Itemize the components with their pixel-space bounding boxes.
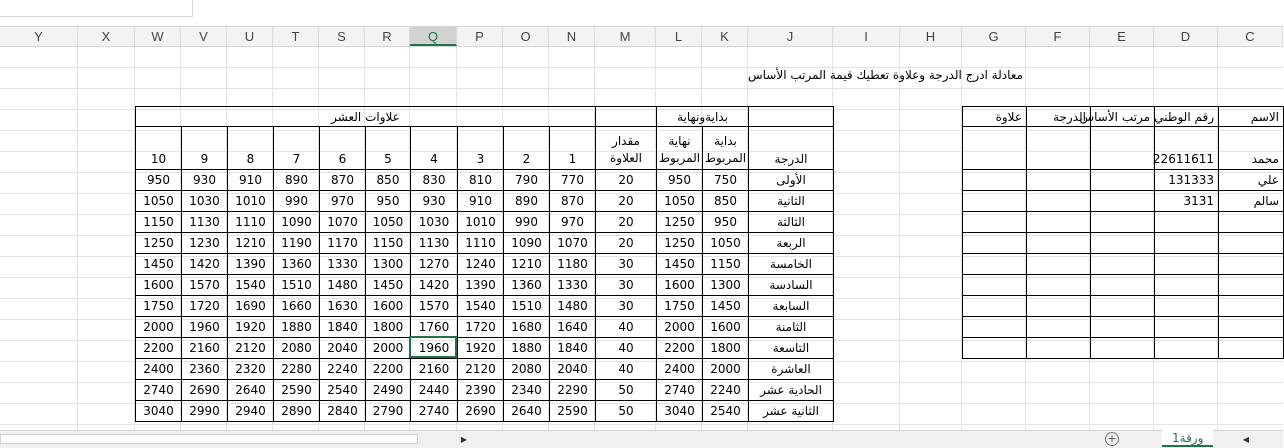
employee-base-salary-cell[interactable]	[1090, 232, 1155, 254]
increment-header-4[interactable]: 4	[410, 126, 458, 170]
increment-cell[interactable]: 2000	[135, 316, 182, 338]
increment-cell[interactable]: 2040	[319, 337, 366, 359]
employee-national-id-cell[interactable]	[1154, 295, 1219, 317]
employee-grade-cell[interactable]	[1026, 169, 1091, 191]
employee-name-cell[interactable]: محمد	[1218, 126, 1284, 170]
employee-base-salary-cell[interactable]	[1090, 126, 1155, 170]
increment-cell[interactable]: 2280	[273, 358, 320, 380]
grade-cell[interactable]: الثانية	[748, 190, 834, 212]
employee-increment-cell[interactable]	[962, 169, 1027, 191]
increment-cell[interactable]: 1840	[549, 337, 596, 359]
increment-cell[interactable]: 1960	[181, 316, 228, 338]
increment-cell[interactable]: 1170	[319, 232, 366, 254]
employee-grade-cell[interactable]	[1026, 211, 1091, 233]
column-header-w[interactable]: W	[135, 27, 181, 46]
column-header-s[interactable]: S	[319, 27, 365, 46]
end-header-line-2: المربوط	[658, 151, 701, 165]
increment-cell[interactable]: 1090	[503, 232, 550, 254]
start-cell[interactable]: 1150	[702, 253, 749, 275]
increment-cell[interactable]: 2540	[319, 379, 366, 401]
increment-cell[interactable]: 2320	[227, 358, 274, 380]
column-header-h[interactable]: H	[900, 27, 962, 46]
employee-name-cell[interactable]	[1218, 253, 1284, 275]
column-header-y[interactable]: Y	[0, 27, 78, 46]
start-header-line-1: بداية	[714, 134, 737, 148]
increment-cell[interactable]: 790	[503, 169, 550, 191]
increment-cell[interactable]: 1880	[273, 316, 320, 338]
end-cell[interactable]: 3040	[656, 400, 703, 422]
increment-cell[interactable]: 970	[319, 190, 366, 212]
employee-increment-cell[interactable]	[962, 337, 1027, 359]
column-header-f[interactable]: F	[1026, 27, 1090, 46]
start-cell[interactable]: 950	[702, 211, 749, 233]
increment-cell[interactable]: 1240	[457, 253, 504, 275]
column-header-q[interactable]: Q	[410, 27, 457, 46]
sheet-tab[interactable]: ورقة1	[1162, 430, 1213, 447]
column-header-m[interactable]: M	[595, 27, 656, 46]
increment-cell[interactable]: 870	[319, 169, 366, 191]
increment-header-5[interactable]: 5	[365, 126, 411, 170]
employee-base-salary-cell[interactable]	[1090, 295, 1155, 317]
employee-name-cell[interactable]	[1218, 295, 1284, 317]
end-cell[interactable]: 2400	[656, 358, 703, 380]
employee-increment-cell[interactable]	[962, 232, 1027, 254]
increment-cell[interactable]: 3040	[135, 400, 182, 422]
column-header-k[interactable]: K	[702, 27, 748, 46]
column-header-j[interactable]: J	[748, 27, 833, 46]
end-cell[interactable]: 1250	[656, 232, 703, 254]
grade-cell[interactable]: الربعة	[748, 232, 834, 254]
increment-cell[interactable]: 1920	[227, 316, 274, 338]
column-header-o[interactable]: O	[503, 27, 549, 46]
increment-cell[interactable]: 1130	[181, 211, 228, 233]
increment-cell[interactable]: 1510	[273, 274, 320, 296]
employee-name-cell[interactable]	[1218, 337, 1284, 359]
column-header-r[interactable]: R	[365, 27, 410, 46]
amount-cell[interactable]: 30	[595, 274, 657, 296]
start-cell[interactable]: 2000	[702, 358, 749, 380]
increment-cell[interactable]: 1210	[227, 232, 274, 254]
increment-cell[interactable]: 2200	[135, 337, 182, 359]
amount-cell[interactable]: 50	[595, 379, 657, 401]
increment-cell[interactable]: 2200	[365, 358, 411, 380]
employee-national-id-cell[interactable]	[1154, 232, 1219, 254]
increment-cell[interactable]: 2160	[410, 358, 458, 380]
increment-cell[interactable]: 2080	[273, 337, 320, 359]
start-cell[interactable]: 1050	[702, 232, 749, 254]
grade-cell[interactable]: الثانية عشر	[748, 400, 834, 422]
increment-header-2[interactable]: 2	[503, 126, 550, 170]
start-cell[interactable]: 1600	[702, 316, 749, 338]
increment-cell[interactable]: 2640	[227, 379, 274, 401]
employee-name-cell[interactable]	[1218, 274, 1284, 296]
increment-cell[interactable]: 1330	[319, 253, 366, 275]
grade-cell[interactable]: السادسة	[748, 274, 834, 296]
column-header-g[interactable]: G	[962, 27, 1026, 46]
start-end-group-header[interactable]: بدايةونهاية	[656, 106, 749, 127]
increment-cell[interactable]: 2690	[457, 400, 504, 422]
increment-cell[interactable]: 2490	[365, 379, 411, 401]
increment-cell[interactable]: 1390	[227, 253, 274, 275]
increment-cell[interactable]: 2080	[503, 358, 550, 380]
employee-base-salary-cell[interactable]	[1090, 190, 1155, 212]
increment-cell[interactable]: 1720	[457, 316, 504, 338]
end-cell[interactable]: 1250	[656, 211, 703, 233]
base-salary-header[interactable]: مرتب الأساس	[1090, 106, 1155, 127]
increment-cell[interactable]: 1660	[273, 295, 320, 317]
employee-grade-cell[interactable]	[1026, 316, 1091, 338]
employee-national-id-cell[interactable]	[1154, 316, 1219, 338]
increment-cell[interactable]: 2940	[227, 400, 274, 422]
increment-cell[interactable]: 1880	[503, 337, 550, 359]
employee-grade-cell[interactable]	[1026, 274, 1091, 296]
increment-cell[interactable]: 1070	[549, 232, 596, 254]
increment-cell[interactable]: 1030	[410, 211, 458, 233]
formula-note: معادلة ادرج الدرجة وعلاوة تعطيك قيمة المرتب الأساس	[747, 68, 1023, 82]
gridline-horizontal	[0, 67, 1283, 68]
gridline-horizontal	[0, 88, 1283, 89]
employee-grade-cell[interactable]	[1026, 190, 1091, 212]
increment-cell[interactable]: 1540	[457, 295, 504, 317]
increment-cell[interactable]: 1600	[135, 274, 182, 296]
start-header[interactable]	[702, 126, 749, 170]
employee-grade-cell[interactable]	[1026, 295, 1091, 317]
amount-cell[interactable]: 50	[595, 400, 657, 422]
increment-cell[interactable]: 1330	[549, 274, 596, 296]
employee-increment-cell[interactable]	[962, 253, 1027, 275]
start-cell[interactable]: 2240	[702, 379, 749, 401]
employee-increment-cell[interactable]	[962, 190, 1027, 212]
employee-increment-cell[interactable]	[962, 126, 1027, 170]
column-header-u[interactable]: U	[227, 27, 273, 46]
increment-cell[interactable]: 950	[365, 190, 411, 212]
employee-national-id-cell[interactable]: 3131	[1154, 190, 1219, 212]
increment-cell[interactable]: 2640	[503, 400, 550, 422]
national-id-header[interactable]: رقم الوطني	[1154, 106, 1219, 127]
increment-cell[interactable]: 2120	[457, 358, 504, 380]
formula-bar-area	[0, 0, 1283, 27]
increment-cell[interactable]: 1600	[365, 295, 411, 317]
increment-cell[interactable]: 2360	[181, 358, 228, 380]
employee-national-id-cell[interactable]: 131333	[1154, 169, 1219, 191]
increment-cell[interactable]: 930	[410, 190, 458, 212]
increment-cell[interactable]: 1840	[319, 316, 366, 338]
increment-cell[interactable]: 2290	[549, 379, 596, 401]
increment-cell[interactable]: 2740	[410, 400, 458, 422]
increment-cell[interactable]: 1300	[365, 253, 411, 275]
grade-cell[interactable]: التاسعة	[748, 337, 834, 359]
increment-cell[interactable]: 2390	[457, 379, 504, 401]
increment-cell[interactable]: 1250	[135, 232, 182, 254]
name-header[interactable]: الاسم	[1218, 106, 1284, 127]
end-header-line-1: نهاية	[668, 134, 691, 148]
scroll-right-arrow-icon[interactable]: ▶	[460, 435, 468, 444]
increment-cell[interactable]: 2440	[410, 379, 458, 401]
increment-cell[interactable]: 1480	[319, 274, 366, 296]
employee-grade-cell[interactable]	[1026, 232, 1091, 254]
grade-header-top[interactable]	[748, 106, 834, 127]
increment-cell[interactable]: 1030	[181, 190, 228, 212]
employee-name-cell[interactable]: علي	[1218, 169, 1284, 191]
increment-cell[interactable]: 1450	[365, 274, 411, 296]
increment-header-7[interactable]: 7	[273, 126, 320, 170]
employee-base-salary-cell[interactable]	[1090, 253, 1155, 275]
amount-cell[interactable]: 20	[595, 190, 657, 212]
grade-cell[interactable]: الأولى	[748, 169, 834, 191]
amount-cell[interactable]: 30	[595, 295, 657, 317]
column-header-p[interactable]: P	[457, 27, 503, 46]
increment-cell[interactable]: 990	[273, 190, 320, 212]
column-headers	[0, 27, 1283, 47]
employee-national-id-cell[interactable]: 22611611	[1154, 126, 1219, 170]
start-cell[interactable]: 750	[702, 169, 749, 191]
grade-header[interactable]: الدرجة	[1026, 106, 1091, 127]
employee-increment-cell[interactable]	[962, 274, 1027, 296]
start-header-line-2: المربوط	[704, 151, 747, 165]
increment-cell[interactable]: 2890	[273, 400, 320, 422]
increment-header-8[interactable]: 8	[227, 126, 274, 170]
start-cell[interactable]: 2540	[702, 400, 749, 422]
employee-base-salary-cell[interactable]	[1090, 169, 1155, 191]
end-cell[interactable]: 2200	[656, 337, 703, 359]
increment-cell[interactable]: 1570	[181, 274, 228, 296]
increment-cell[interactable]: 1180	[549, 253, 596, 275]
increment-header-6[interactable]: 6	[319, 126, 366, 170]
add-sheet-button[interactable]: +	[1105, 432, 1119, 446]
employee-name-cell[interactable]	[1218, 316, 1284, 338]
employee-national-id-cell[interactable]	[1154, 253, 1219, 275]
increment-cell[interactable]: 910	[227, 169, 274, 191]
increment-cell[interactable]: 2040	[549, 358, 596, 380]
employee-grade-cell[interactable]	[1026, 253, 1091, 275]
end-cell[interactable]: 2740	[656, 379, 703, 401]
increment-cell[interactable]: 1090	[273, 211, 320, 233]
grade-cell[interactable]: العاشرة	[748, 358, 834, 380]
increment-cell[interactable]: 1680	[503, 316, 550, 338]
start-cell[interactable]: 1450	[702, 295, 749, 317]
increment-cell[interactable]: 950	[135, 169, 182, 191]
employee-national-id-cell[interactable]	[1154, 211, 1219, 233]
start-cell[interactable]: 1300	[702, 274, 749, 296]
grade-cell[interactable]: الخامسة	[748, 253, 834, 275]
increment-cell[interactable]: 1210	[503, 253, 550, 275]
increment-cell[interactable]: 2840	[319, 400, 366, 422]
grade-cell[interactable]: الحادية عشر	[748, 379, 834, 401]
employee-base-salary-cell[interactable]	[1090, 274, 1155, 296]
increment-cell[interactable]: 2240	[319, 358, 366, 380]
grade-cell[interactable]: الثالثة	[748, 211, 834, 233]
amount-cell[interactable]: 40	[595, 337, 657, 359]
increment-cell[interactable]: 1050	[135, 190, 182, 212]
employee-national-id-cell[interactable]	[1154, 274, 1219, 296]
amount-cell[interactable]: 30	[595, 253, 657, 275]
increment-cell[interactable]: 1420	[410, 274, 458, 296]
increment-cell[interactable]: 1010	[227, 190, 274, 212]
increment-header-3[interactable]: 3	[457, 126, 504, 170]
increment-cell[interactable]: 890	[273, 169, 320, 191]
increment-cell[interactable]: 990	[503, 211, 550, 233]
increment-cell[interactable]: 890	[503, 190, 550, 212]
gridline-vertical	[77, 47, 78, 430]
increment-cell[interactable]: 1450	[135, 253, 182, 275]
amount-cell[interactable]: 40	[595, 358, 657, 380]
increment-cell[interactable]: 1110	[227, 211, 274, 233]
increment-cell[interactable]: 2160	[181, 337, 228, 359]
increment-header-10[interactable]: 10	[135, 126, 182, 170]
increment-cell[interactable]: 770	[549, 169, 596, 191]
increments-group-header[interactable]: علاوات العشر	[135, 106, 596, 127]
employee-national-id-cell[interactable]	[1154, 337, 1219, 359]
employee-base-salary-cell[interactable]	[1090, 316, 1155, 338]
increment-cell[interactable]: 1190	[273, 232, 320, 254]
increment-cell[interactable]: 1390	[457, 274, 504, 296]
gridline-vertical	[899, 47, 900, 430]
amount-header[interactable]	[595, 126, 657, 170]
increment-cell[interactable]: 1570	[410, 295, 458, 317]
increment-cell[interactable]: 1130	[410, 232, 458, 254]
increment-cell[interactable]: 1420	[181, 253, 228, 275]
employee-increment-cell[interactable]	[962, 295, 1027, 317]
employee-name-cell[interactable]	[1218, 232, 1284, 254]
increment-cell[interactable]: 1010	[457, 211, 504, 233]
increment-cell[interactable]: 2790	[365, 400, 411, 422]
increment-cell[interactable]: 930	[181, 169, 228, 191]
increment-cell[interactable]: 1110	[457, 232, 504, 254]
grade-header[interactable]: الدرجة	[748, 126, 834, 170]
end-cell[interactable]: 1600	[656, 274, 703, 296]
employee-name-cell[interactable]: سالم	[1218, 190, 1284, 212]
column-header-i[interactable]: I	[833, 27, 900, 46]
increment-cell[interactable]: 1230	[181, 232, 228, 254]
end-cell[interactable]: 1450	[656, 253, 703, 275]
amount-cell[interactable]: 20	[595, 211, 657, 233]
increment-cell[interactable]: 1920	[457, 337, 504, 359]
amount-header-top[interactable]	[595, 106, 657, 127]
increment-cell[interactable]: 1640	[549, 316, 596, 338]
column-header-l[interactable]: L	[656, 27, 702, 46]
increment-cell[interactable]: 2590	[549, 400, 596, 422]
column-header-x[interactable]: X	[78, 27, 135, 46]
increment-cell[interactable]: 1150	[365, 232, 411, 254]
employee-base-salary-cell[interactable]	[1090, 211, 1155, 233]
gridline-horizontal	[0, 424, 1283, 425]
increment-cell[interactable]: 1760	[410, 316, 458, 338]
end-header[interactable]	[656, 126, 703, 170]
increment-cell[interactable]: 970	[549, 211, 596, 233]
increment-cell[interactable]: 2740	[135, 379, 182, 401]
employee-grade-cell[interactable]	[1026, 126, 1091, 170]
column-header-d[interactable]: D	[1154, 27, 1218, 46]
horizontal-scrollbar[interactable]	[0, 434, 418, 444]
employee-grade-cell[interactable]	[1026, 337, 1091, 359]
increment-cell[interactable]: 2000	[365, 337, 411, 359]
start-cell[interactable]: 850	[702, 190, 749, 212]
increment-header-9[interactable]: 9	[181, 126, 228, 170]
increment-cell[interactable]: 1690	[227, 295, 274, 317]
increment-cell[interactable]: 810	[457, 169, 504, 191]
increment-header[interactable]: علاوة	[962, 106, 1027, 127]
column-header-t[interactable]: T	[273, 27, 319, 46]
increment-cell[interactable]: 830	[410, 169, 458, 191]
column-header-c[interactable]: C	[1218, 27, 1283, 46]
increment-cell[interactable]: 2340	[503, 379, 550, 401]
end-cell[interactable]: 2000	[656, 316, 703, 338]
amount-cell[interactable]: 20	[595, 232, 657, 254]
increment-cell[interactable]: 2400	[135, 358, 182, 380]
column-header-e[interactable]: E	[1090, 27, 1154, 46]
start-cell[interactable]: 1800	[702, 337, 749, 359]
amount-header-line-1: مقدار	[612, 134, 640, 148]
increment-cell[interactable]: 1360	[273, 253, 320, 275]
increment-cell[interactable]: 1050	[365, 211, 411, 233]
increment-cell[interactable]: 1750	[135, 295, 182, 317]
amount-cell[interactable]: 20	[595, 169, 657, 191]
employee-name-cell[interactable]	[1218, 211, 1284, 233]
column-header-v[interactable]: V	[181, 27, 227, 46]
increment-cell[interactable]: 1480	[549, 295, 596, 317]
employee-base-salary-cell[interactable]	[1090, 337, 1155, 359]
grade-cell[interactable]: السابعة	[748, 295, 834, 317]
employee-increment-cell[interactable]	[962, 316, 1027, 338]
increment-cell[interactable]: 1150	[135, 211, 182, 233]
increment-cell[interactable]: 2590	[273, 379, 320, 401]
amount-header-line-2: العلاوة	[609, 151, 643, 165]
increment-cell[interactable]: 1510	[503, 295, 550, 317]
increment-cell[interactable]: 1540	[227, 274, 274, 296]
increment-cell[interactable]: 870	[549, 190, 596, 212]
employee-increment-cell[interactable]	[962, 211, 1027, 233]
increment-cell[interactable]: 2690	[181, 379, 228, 401]
grade-cell[interactable]: الثامنة	[748, 316, 834, 338]
increment-cell[interactable]: 2120	[227, 337, 274, 359]
increment-cell[interactable]: 1070	[319, 211, 366, 233]
increment-header-1[interactable]: 1	[549, 126, 596, 170]
increment-cell[interactable]: 1800	[365, 316, 411, 338]
end-cell[interactable]: 950	[656, 169, 703, 191]
end-cell[interactable]: 1050	[656, 190, 703, 212]
increment-cell[interactable]: 850	[365, 169, 411, 191]
increment-cell[interactable]: 910	[457, 190, 504, 212]
sheet-nav-left-icon[interactable]: ◀	[1242, 435, 1250, 444]
column-header-n[interactable]: N	[549, 27, 595, 46]
end-cell[interactable]: 1750	[656, 295, 703, 317]
amount-cell[interactable]: 40	[595, 316, 657, 338]
increment-cell[interactable]: 1960	[410, 337, 458, 359]
increment-cell[interactable]: 1630	[319, 295, 366, 317]
increment-cell[interactable]: 1360	[503, 274, 550, 296]
name-box[interactable]	[0, 0, 193, 17]
increment-cell[interactable]: 1720	[181, 295, 228, 317]
increment-cell[interactable]: 2990	[181, 400, 228, 422]
increment-cell[interactable]: 1270	[410, 253, 458, 275]
